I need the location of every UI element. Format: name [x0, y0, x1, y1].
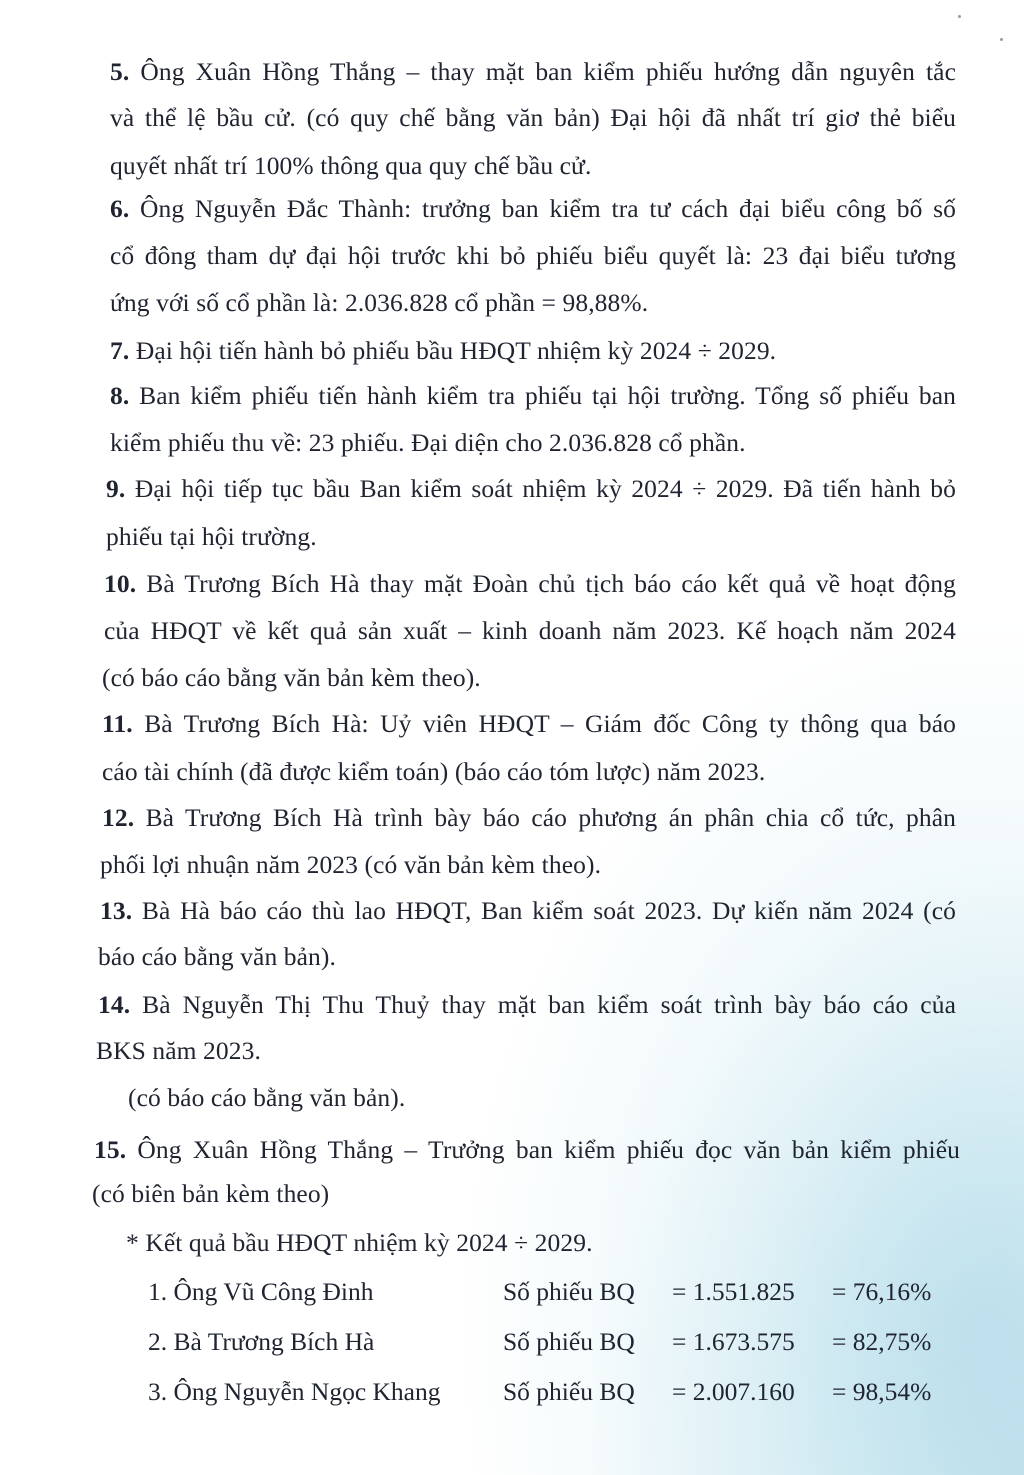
item-14-line-2: BKS năm 2023. [96, 1036, 261, 1065]
item-12-line-1: 12. Bà Trương Bích Hà trình bày báo cáo phương án phân chia cổ tức, phân [102, 803, 956, 832]
report-note: (có báo cáo bằng văn bản). [128, 1083, 406, 1112]
item-10-line-2: của HĐQT về kết quả sản xuất – kinh doanh năm 2023. Kế hoạch năm 2024 [104, 616, 956, 645]
item-8-line-1: 8. Ban kiểm phiếu tiến hành kiểm tra phiếu tại hội trường. Tổng số phiếu ban [110, 381, 956, 410]
item-13-line-2: báo cáo bằng văn bản). [98, 942, 336, 971]
item-5-line-1: 5. Ông Xuân Hồng Thắng – thay mặt ban kiểm phiếu hướng dẫn nguyên tắc [110, 57, 956, 86]
item-5-line-3: quyết nhất trí 100% thông qua quy chế bầu cử. [110, 151, 592, 180]
vote-percent: = 98,54% [832, 1377, 932, 1406]
item-15-line-2: (có biên bản kèm theo) [92, 1179, 330, 1208]
item-5-line-2: và thể lệ bầu cử. (có quy chế bằng văn bản) Đại hội đã nhất trí giơ thẻ biểu [110, 103, 956, 132]
item-10-line-1: 10. Bà Trương Bích Hà thay mặt Đoàn chủ tịch báo cáo kết quả về hoạt động [104, 569, 956, 598]
item-13-line-1: 13. Bà Hà báo cáo thù lao HĐQT, Ban kiểm soát 2023. Dự kiến năm 2024 (có [100, 896, 956, 925]
speck-mark [1000, 38, 1003, 41]
vote-percent: = 76,16% [832, 1277, 932, 1306]
item-10-line-3: (có báo cáo bằng văn bản kèm theo). [102, 663, 481, 692]
vote-label: Số phiếu BQ [503, 1327, 635, 1356]
vote-percent: = 82,75% [832, 1327, 932, 1356]
item-14-line-1: 14. Bà Nguyễn Thị Thu Thuỷ thay mặt ban kiểm soát trình bày báo cáo của [98, 990, 956, 1019]
candidate-name: 1. Ông Vũ Công Đinh [148, 1277, 374, 1306]
vote-label: Số phiếu BQ [503, 1377, 635, 1406]
item-7-line-1: 7. Đại hội tiến hành bỏ phiếu bầu HĐQT nhiệm kỳ 2024 ÷ 2029. [110, 336, 777, 365]
vote-count: = 1.551.825 [672, 1277, 795, 1306]
vote-row [110, 1376, 950, 1408]
speck-mark [958, 15, 961, 18]
vote-count: = 1.673.575 [672, 1327, 795, 1356]
vote-count: = 2.007.160 [672, 1377, 795, 1406]
item-6-line-2: cổ đông tham dự đại hội trước khi bỏ phiếu biểu quyết là: 23 đại biểu tương [110, 241, 956, 270]
item-8-line-2: kiểm phiếu thu về: 23 phiếu. Đại diện cho 2.036.828 cổ phần. [110, 428, 746, 457]
item-9-line-1: 9. Đại hội tiếp tục bầu Ban kiểm soát nhiệm kỳ 2024 ÷ 2029. Đã tiến hành bỏ [106, 474, 956, 503]
result-heading: * Kết quả bầu HĐQT nhiệm kỳ 2024 ÷ 2029. [126, 1228, 593, 1257]
item-12-line-2: phối lợi nhuận năm 2023 (có văn bản kèm theo). [100, 850, 602, 879]
item-9-line-2: phiếu tại hội trường. [106, 522, 317, 551]
item-11-line-2: cáo tài chính (đã được kiểm toán) (báo cáo tóm lược) năm 2023. [102, 757, 766, 786]
item-15-line-1: 15. Ông Xuân Hồng Thắng – Trưởng ban kiểm phiếu đọc văn bản kiểm phiếu [94, 1135, 960, 1164]
item-6-line-1: 6. Ông Nguyễn Đắc Thành: trưởng ban kiểm tra tư cách đại biểu công bố số [110, 194, 956, 223]
vote-label: Số phiếu BQ [503, 1277, 635, 1306]
vote-row [110, 1276, 950, 1308]
item-11-line-1: 11. Bà Trương Bích Hà: Uỷ viên HĐQT – Giám đốc Công ty thông qua báo [102, 709, 957, 738]
item-6-line-3: ứng với số cổ phần là: 2.036.828 cổ phần = 98,88%. [110, 288, 649, 317]
candidate-name: 3. Ông Nguyễn Ngọc Khang [148, 1377, 441, 1406]
candidate-name: 2. Bà Trương Bích Hà [148, 1327, 375, 1356]
vote-row [110, 1326, 950, 1358]
